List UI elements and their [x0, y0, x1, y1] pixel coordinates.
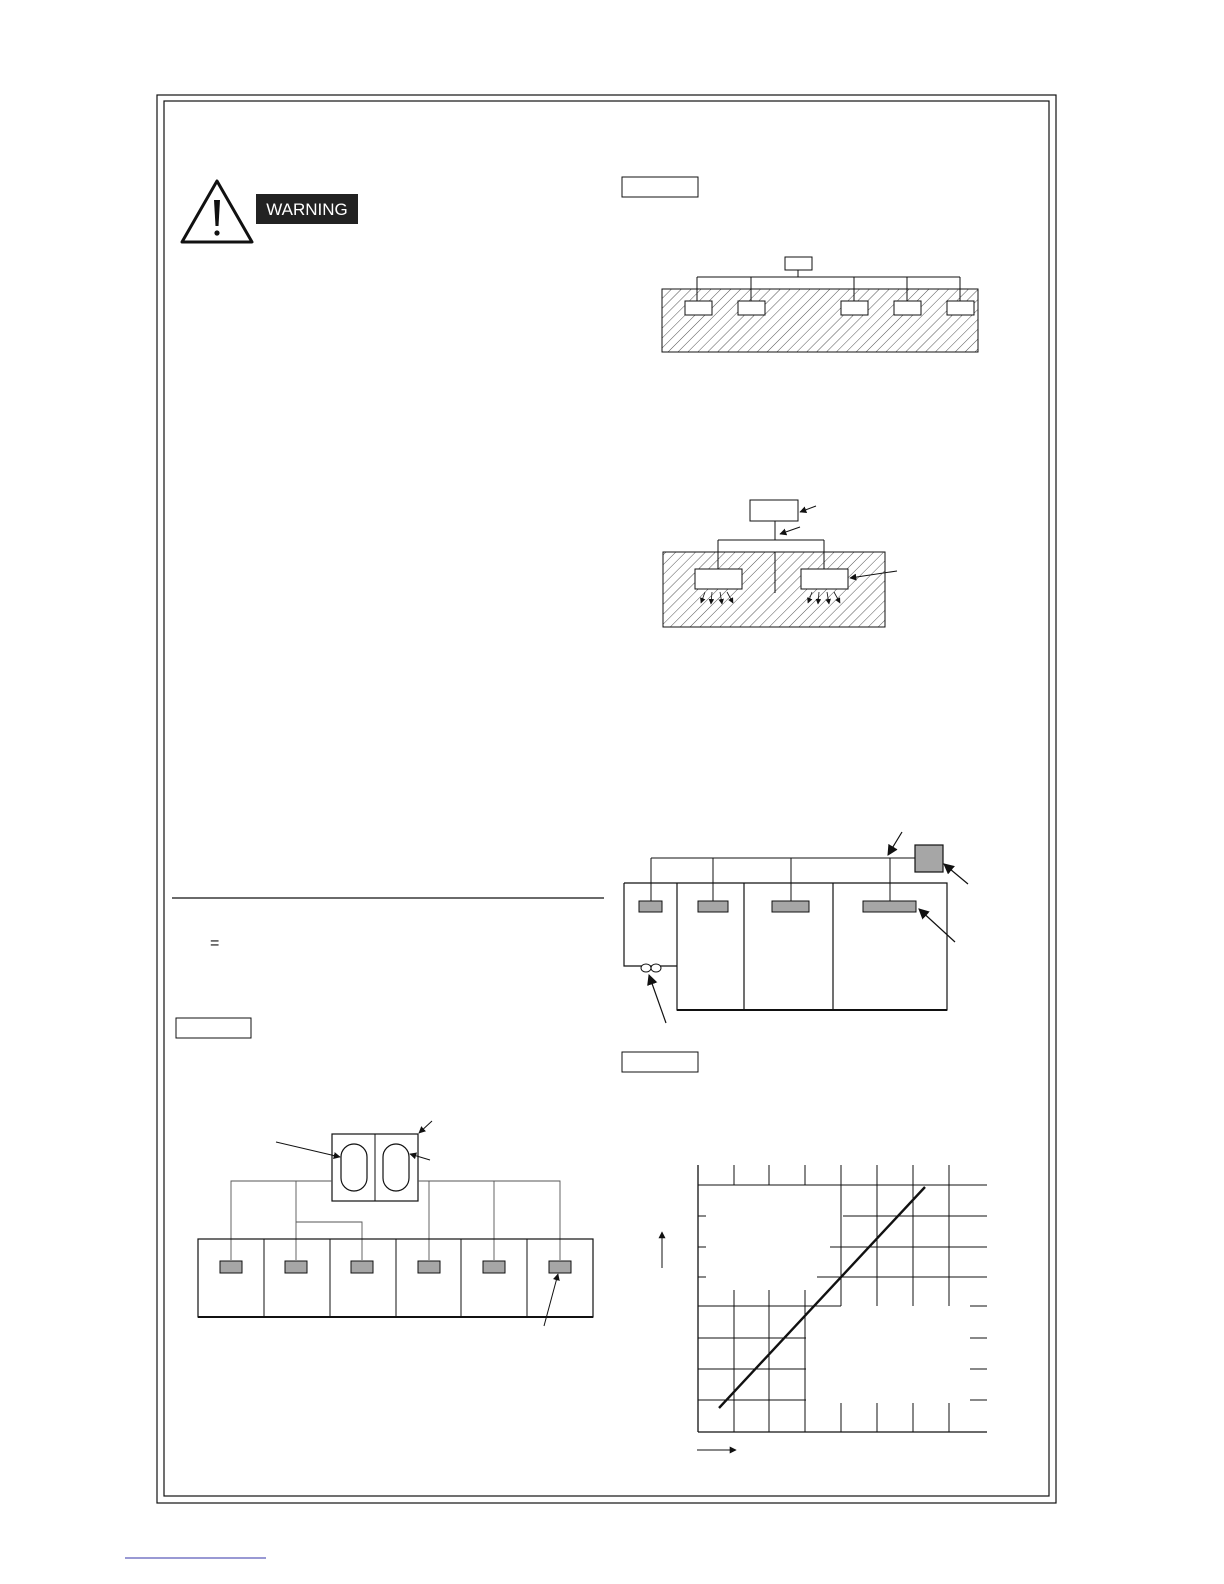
unit-gray	[351, 1261, 373, 1273]
warning-label: WARNING	[266, 200, 348, 219]
unit-box	[695, 569, 742, 589]
diagram-six-units-controller	[198, 1121, 593, 1326]
unit-gray	[698, 901, 728, 912]
hatched-zone	[662, 289, 978, 352]
callout-unit	[544, 1274, 558, 1326]
graph-trend-line	[719, 1187, 925, 1408]
unit-box	[801, 569, 848, 589]
figure-label-box-bottom-right	[622, 1052, 698, 1072]
setting-graph	[662, 1165, 987, 1450]
unit-gray	[483, 1261, 505, 1273]
figure-label-box-top-right	[622, 177, 698, 197]
equals-symbol: =	[210, 935, 220, 952]
callout-sensor	[944, 864, 968, 884]
diagram-zoned-units-sensor	[624, 832, 968, 1023]
unit-gray	[772, 901, 809, 912]
warning-triangle-icon	[182, 181, 252, 242]
unit-box	[685, 301, 712, 315]
unit-gray	[220, 1261, 242, 1273]
callout-lamp-left	[276, 1142, 340, 1157]
diagram-hatched-two-units	[663, 500, 897, 627]
callout-bus	[780, 527, 800, 534]
controller-box	[750, 500, 798, 521]
callout-panel	[419, 1121, 432, 1133]
figure-label-box-left	[176, 1018, 251, 1038]
unit-box	[841, 301, 868, 315]
unit-gray	[639, 901, 662, 912]
indicator-lamp	[383, 1144, 409, 1191]
callout-bus	[888, 832, 902, 855]
unit-gray	[285, 1261, 307, 1273]
connector-icon	[641, 964, 661, 972]
unit-gray	[418, 1261, 440, 1273]
unit-gray-long	[863, 901, 916, 912]
controller-box	[785, 257, 812, 270]
unit-box	[738, 301, 765, 315]
unit-box	[947, 301, 974, 315]
callout-connector	[649, 975, 666, 1023]
indicator-lamp	[341, 1144, 367, 1191]
warning-block	[182, 181, 358, 242]
unit-gray	[549, 1261, 571, 1273]
diagram-hatched-five-units	[662, 257, 978, 352]
callout-controller	[800, 506, 816, 512]
callout-unit	[919, 909, 955, 942]
remote-sensor-box	[915, 845, 943, 872]
unit-box	[894, 301, 921, 315]
